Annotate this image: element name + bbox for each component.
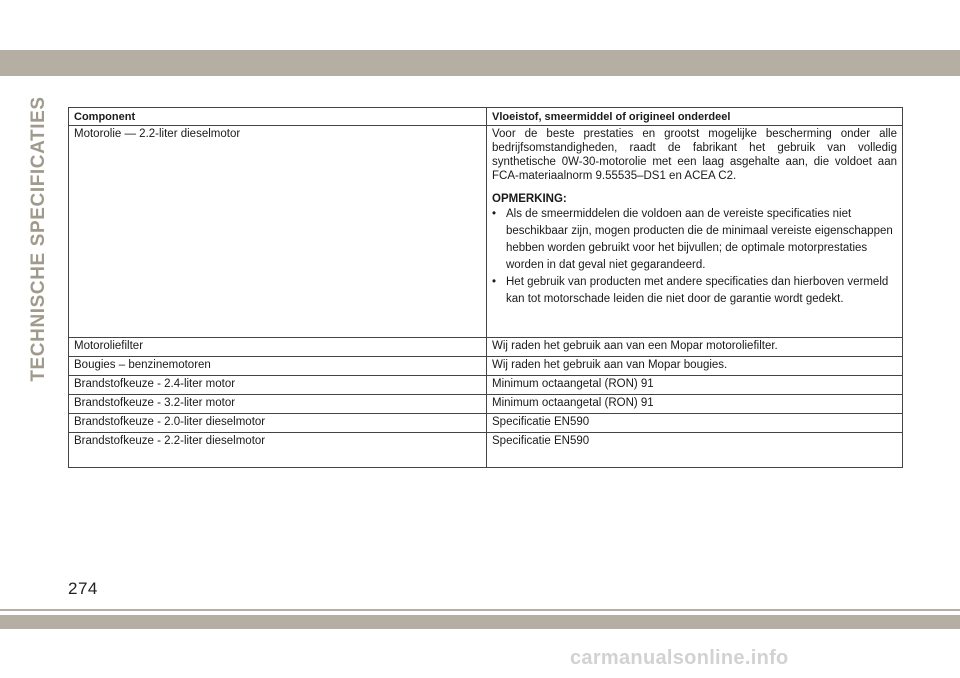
table-row (69, 376, 903, 395)
motor-oil-recommendation: Voor de beste prestaties en grootst mogelijke bescherming onder alle bedrijfsomstandigheden, raadt de fabrikant het gebruik van volledig synthetische 0W-30-motorolie met een laag asgehalte aan, die voldoet aan FCA-materiaalnorm 9.55535–DS1 en ACEA C2. (492, 128, 897, 182)
cell-component: Brandstofkeuze - 2.4-liter motor (69, 376, 487, 395)
watermark-text: carmanualsonline.info (570, 647, 789, 669)
note-text: Als de smeermiddelen die voldoen aan de vereiste specificaties niet beschikbaar zijn, mogen producten die de minimaal vereiste eigenschappen hebben worden gebruikt voor het bijvullen; de optimale motorprestaties worden in dat geval niet gegarandeerd. (506, 208, 893, 271)
cell-motor-oil-description (487, 126, 903, 338)
table-header-row (69, 108, 903, 126)
cell-value: Specificatie EN590 (487, 414, 903, 433)
cell-value: Wij raden het gebruik aan van een Mopar motoroliefilter. (487, 338, 903, 357)
table-row-motor-oil (69, 126, 903, 338)
table-row (69, 338, 903, 357)
section-side-title (25, 96, 53, 382)
cell-component: Brandstofkeuze - 3.2-liter motor (69, 395, 487, 414)
cell-value: Wij raden het gebruik aan van Mopar bougies. (487, 357, 903, 376)
cell-component: Brandstofkeuze - 2.2-liter dieselmotor (69, 433, 487, 468)
cell-component: Bougies – benzinemotoren (69, 357, 487, 376)
note-item (492, 206, 897, 274)
bottom-rule (0, 609, 960, 611)
cell-component: Brandstofkeuze - 2.0-liter dieselmotor (69, 414, 487, 433)
note-item (492, 274, 897, 308)
section-side-title-text: TECHNISCHE SPECIFICATIES (28, 96, 49, 382)
header-component: Component (69, 108, 487, 126)
top-decorative-band (0, 50, 960, 76)
cell-component: Motoroliefilter (69, 338, 487, 357)
header-fluid: Vloeistof, smeermiddel of origineel onderdeel (487, 108, 903, 126)
table-row (69, 433, 903, 468)
note-text: Het gebruik van producten met andere specificaties dan hierboven vermeld kan tot motorschade leiden die niet door de garantie wordt gedekt. (506, 276, 889, 305)
table-row (69, 395, 903, 414)
note-list (492, 206, 897, 308)
table-row (69, 357, 903, 376)
specifications-table (68, 107, 903, 468)
page-number: 274 (68, 579, 98, 598)
note-title: OPMERKING: (492, 193, 567, 205)
cell-value: Minimum octaangetal (RON) 91 (487, 395, 903, 414)
table-row (69, 414, 903, 433)
cell-component-motor-oil: Motorolie — 2.2-liter dieselmotor (69, 126, 487, 338)
bullet-icon: • (492, 208, 497, 220)
bottom-decorative-band (0, 615, 960, 629)
cell-value: Specificatie EN590 (487, 433, 903, 468)
bullet-icon: • (492, 276, 497, 288)
cell-value: Minimum octaangetal (RON) 91 (487, 376, 903, 395)
